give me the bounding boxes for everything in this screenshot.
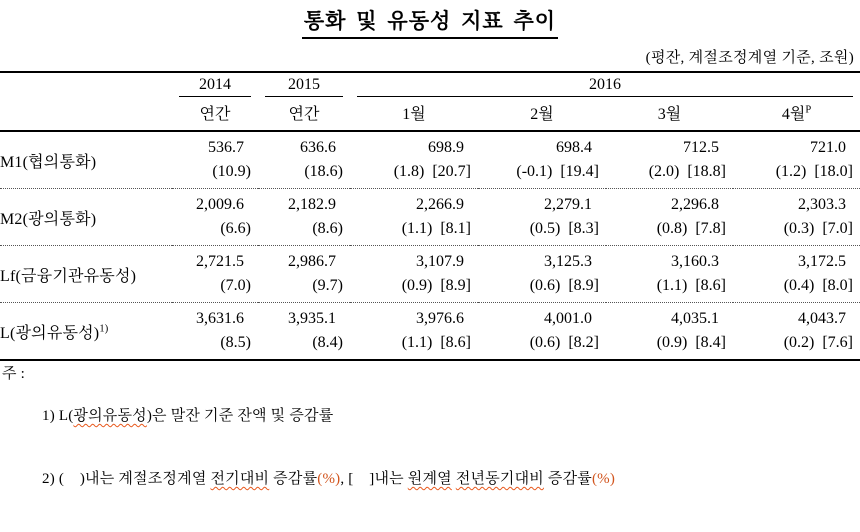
cell-rate: (9.7): [312, 277, 343, 294]
cell-rate: (1.1) [8.6]: [656, 277, 726, 294]
cell-rate: (0.6) [8.2]: [529, 334, 599, 351]
row-label-text: M1(협의통화): [0, 153, 97, 171]
cell-m2-jan: [350, 189, 478, 246]
unit-note: (평잔, 계절조정계열 기준, 조원): [645, 50, 854, 66]
footnote-segment: 1) L(: [42, 408, 74, 424]
row-label-text: L(광의유동성): [0, 324, 100, 342]
cell-l-apr: [733, 303, 860, 361]
cell-value: 4,001.0: [544, 310, 592, 327]
cell-rate: (0.6) [8.9]: [529, 277, 599, 294]
cell-value: 2,303.3: [798, 196, 846, 213]
cell-value: 3,125.3: [544, 253, 592, 270]
cell-rate: (18.6): [304, 163, 343, 180]
cell-rate: (10.9): [212, 163, 251, 180]
footnote-segment: , [ ]내는: [340, 471, 408, 487]
cell-value: 2,721.5: [196, 253, 244, 270]
col-subheader-2015-annual: 연간: [258, 97, 350, 131]
cell-l-feb: [478, 303, 606, 361]
footnote-segment: 광의유동성: [73, 408, 147, 424]
col-header-2015: [258, 72, 350, 97]
col-subheader-2014-annual: 연간: [172, 97, 258, 131]
cell-rate: (8.6): [312, 220, 343, 237]
cell-rate: (8.5): [220, 334, 251, 351]
row-label-lf: [0, 246, 172, 303]
cell-rate: (2.0) [18.8]: [648, 163, 726, 180]
row-label-text: Lf(금융기관유동성): [0, 267, 137, 285]
col-subheader-feb: 2월: [478, 97, 606, 131]
cell-value: 3,935.1: [288, 310, 336, 327]
cell-value: 3,631.6: [196, 310, 244, 327]
cell-rate: (0.4) [8.0]: [783, 277, 853, 294]
cell-rate: (1.8) [20.7]: [393, 163, 471, 180]
cell-m2-apr: [733, 189, 860, 246]
year-label-2015: 2015: [265, 73, 343, 97]
footnote-1: [42, 406, 615, 427]
col-header-2014: [172, 72, 258, 97]
cell-lf-2015: [258, 246, 350, 303]
footnote-segment: )은 말잔 기준 잔액 및 증감률: [146, 408, 334, 424]
cell-value: 2,296.8: [671, 196, 719, 213]
cell-l-2014: [172, 303, 258, 361]
cell-rate: (0.2) [7.6]: [783, 334, 853, 351]
cell-m1-jan: [350, 131, 478, 189]
cell-m1-2014: [172, 131, 258, 189]
title-wrap: [0, 0, 860, 39]
cell-lf-jan: [350, 246, 478, 303]
cell-value: 636.6: [300, 139, 336, 156]
cell-lf-2014: [172, 246, 258, 303]
footnote-segment: 원계열: [407, 471, 452, 487]
cell-value: 3,160.3: [671, 253, 719, 270]
cell-value: 2,182.9: [288, 196, 336, 213]
cell-rate: (0.9) [8.9]: [401, 277, 471, 294]
cell-rate: (0.9) [8.4]: [656, 334, 726, 351]
cell-m1-2015: [258, 131, 350, 189]
cell-value: 3,976.6: [416, 310, 464, 327]
cell-value: 2,986.7: [288, 253, 336, 270]
cell-m2-feb: [478, 189, 606, 246]
row-label-text: M2(광의통화): [0, 210, 97, 228]
footnotes: [0, 361, 860, 532]
year-header-row: [0, 72, 860, 97]
row-label-sup: 1): [99, 323, 109, 335]
cell-value: 2,266.9: [416, 196, 464, 213]
footnote-segment: 전년동기대비: [455, 471, 544, 487]
cell-l-jan: [350, 303, 478, 361]
cell-rate: (1.2) [18.0]: [775, 163, 853, 180]
cell-rate: (8.4): [312, 334, 343, 351]
cell-lf-mar: [606, 246, 733, 303]
cell-rate: (1.1) [8.6]: [401, 334, 471, 351]
cell-rate: (0.5) [8.3]: [529, 220, 599, 237]
cell-value: 2,009.6: [196, 196, 244, 213]
cell-value: 712.5: [683, 139, 719, 156]
cell-value: 4,035.1: [671, 310, 719, 327]
cell-m1-apr: [733, 131, 860, 189]
cell-m2-2014: [172, 189, 258, 246]
cell-lf-feb: [478, 246, 606, 303]
row-label-l: [0, 303, 172, 361]
cell-rate: (0.8) [7.8]: [656, 220, 726, 237]
footnote-segment: 증감률: [543, 471, 592, 487]
cell-value: 3,172.5: [798, 253, 846, 270]
cell-lf-apr: [733, 246, 860, 303]
footnote-prefix: 주 :: [2, 366, 26, 382]
footnote-segment: (%): [591, 471, 616, 487]
cell-value: 2,279.1: [544, 196, 592, 213]
year-label-2014: 2014: [179, 73, 251, 97]
cell-l-2015: [258, 303, 350, 361]
cell-l-mar: [606, 303, 733, 361]
cell-value: 3,107.9: [416, 253, 464, 270]
footnote-2: [42, 469, 615, 490]
row-label-m1: [0, 131, 172, 189]
table-row-m2: [0, 189, 860, 246]
year-label-2016: 2016: [357, 73, 853, 97]
row-label-m2: [0, 189, 172, 246]
cell-rate: (1.1) [8.1]: [401, 220, 471, 237]
col-header-2016: [350, 72, 860, 97]
cell-m2-mar: [606, 189, 733, 246]
cell-rate: (6.6): [220, 220, 251, 237]
month-label: 4월: [781, 106, 806, 123]
cell-value: 698.4: [556, 139, 592, 156]
col-subheader-jan: 1월: [350, 97, 478, 131]
row-label-header: [0, 72, 172, 131]
footnote-segment: 2) ( )내는 계절조정계열: [42, 471, 211, 487]
cell-rate: (0.3) [7.0]: [783, 220, 853, 237]
preliminary-marker: P: [805, 104, 812, 116]
footnote-segment: 전기대비: [210, 471, 270, 487]
indicators-table: [0, 71, 860, 361]
cell-value: 536.7: [208, 139, 244, 156]
table-row-m1: [0, 131, 860, 189]
footnote-lines: [42, 364, 615, 532]
cell-m1-mar: [606, 131, 733, 189]
cell-m2-2015: [258, 189, 350, 246]
cell-rate: (7.0): [220, 277, 251, 294]
report-title: 통화 및 유동성 지표 추이: [302, 5, 558, 39]
footnote-segment: (%): [317, 471, 341, 487]
table-row-l: [0, 303, 860, 361]
cell-value: 721.0: [810, 139, 846, 156]
cell-m1-feb: [478, 131, 606, 189]
col-subheader-mar: 3월: [606, 97, 733, 131]
cell-value: 698.9: [428, 139, 464, 156]
footnote-segment: 증감률: [269, 471, 318, 487]
cell-value: 4,043.7: [798, 310, 846, 327]
table-row-lf: [0, 246, 860, 303]
cell-rate: (-0.1) [19.4]: [516, 163, 599, 180]
col-subheader-apr: [733, 97, 860, 131]
